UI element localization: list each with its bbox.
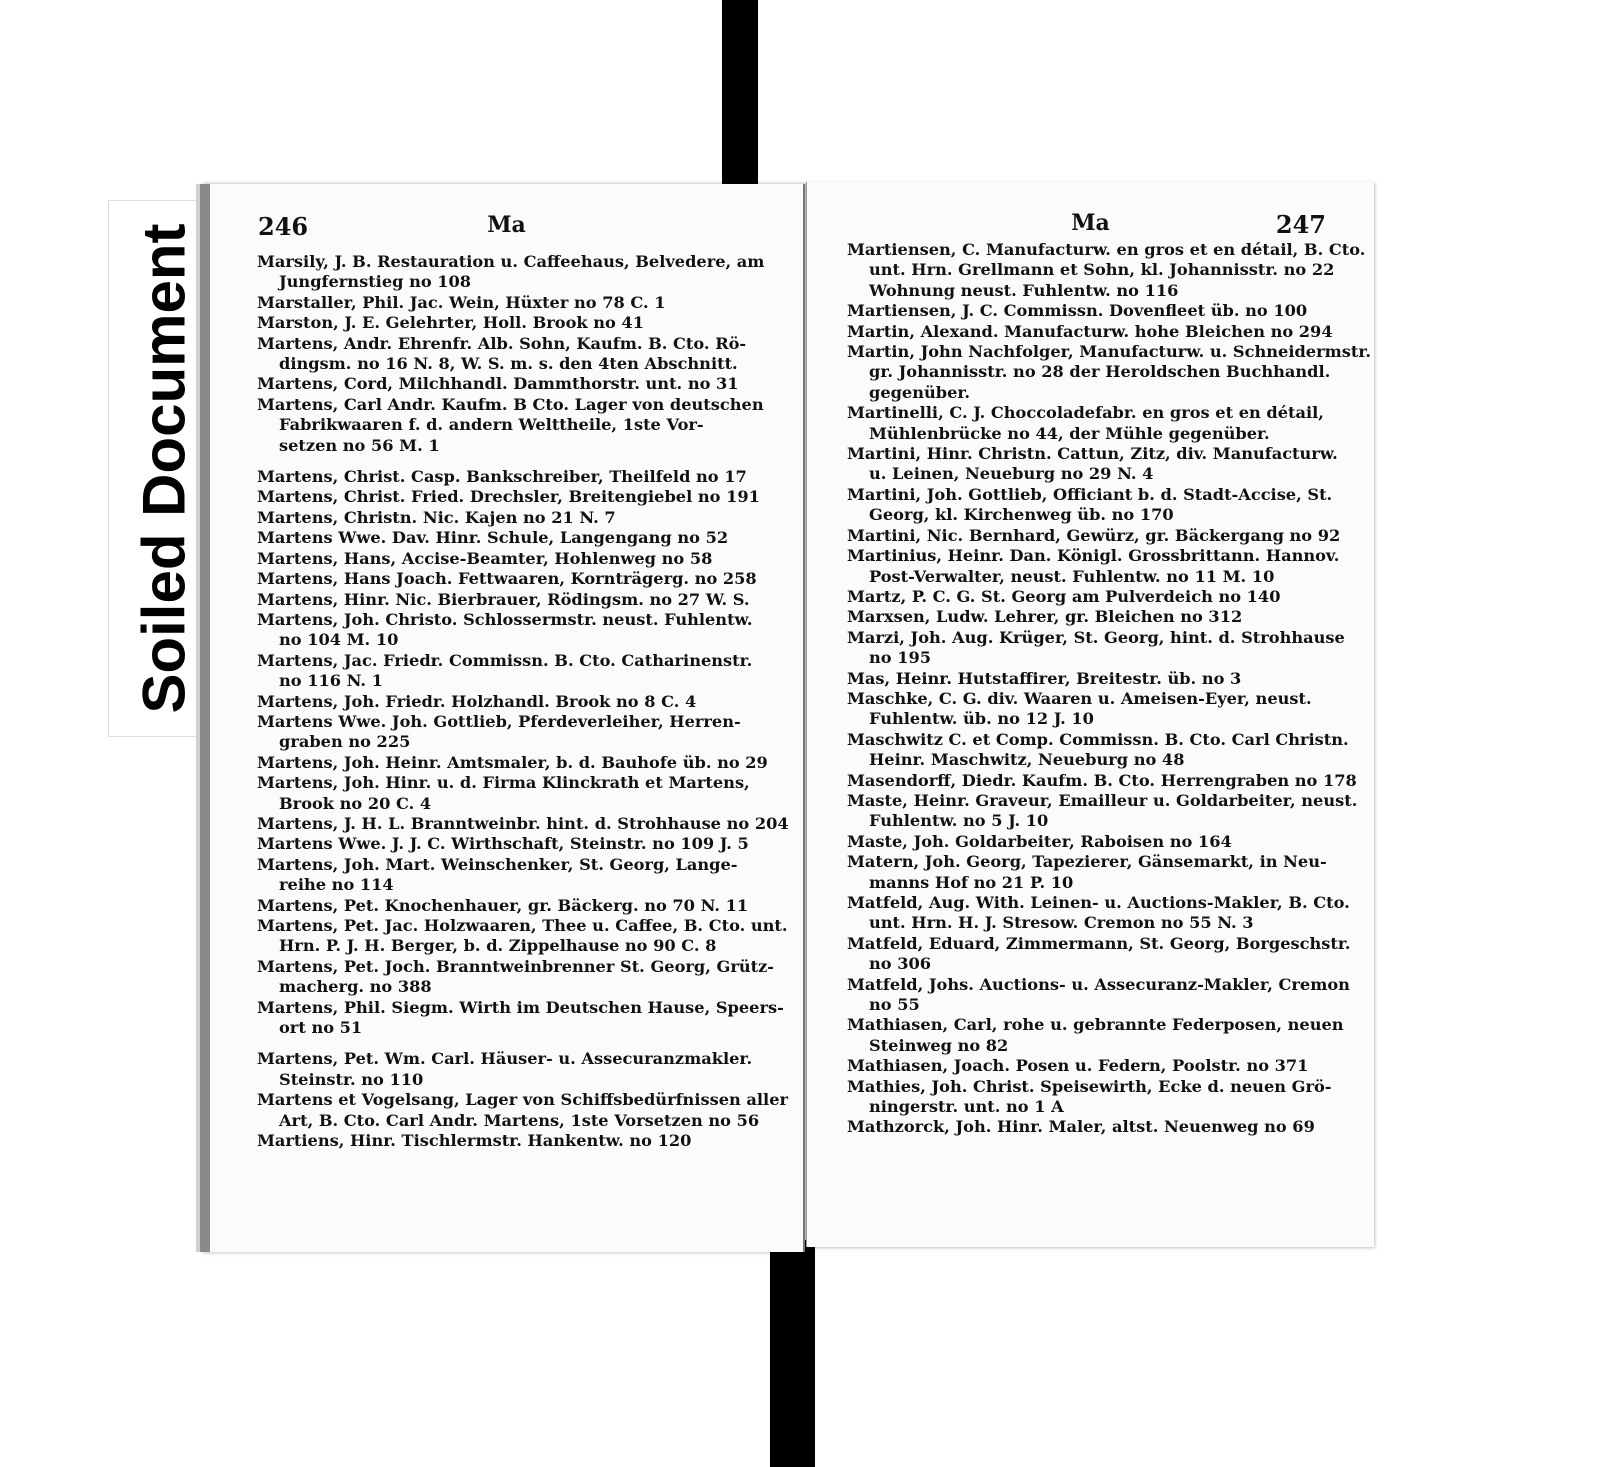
entry-continuation-line: ort no 51 [279, 1018, 363, 1038]
entry-line: Martin, John Nachfolger, Manufacturw. u. Schneidermstr. [847, 342, 1372, 362]
entry-gap [257, 1038, 773, 1049]
directory-entry [847, 1056, 1338, 1076]
entry-line: Martens, Jac. Friedr. Commissn. B. Cto. Catharinenstr. [257, 650, 753, 670]
entry-continuation-line: no 306 [869, 954, 931, 974]
entry-line: Maschwitz C. et Comp. Commissn. B. Cto. Carl Christn. [847, 729, 1349, 749]
entry-continuation-line: Fuhlentw. üb. no 12 J. 10 [869, 709, 1094, 729]
right-page-number: 247 [1275, 210, 1326, 239]
entry-line: Martiensen, C. Manufacturw. en gros et en détail, B. Cto. [847, 240, 1366, 259]
entry-line: Martens, Hinr. Nic. Bierbrauer, Rödingsm. no 27 W. S. [257, 589, 750, 609]
directory-entry [257, 753, 773, 773]
left-page-running-title: Ma [487, 212, 526, 238]
directory-entry [847, 525, 1341, 546]
directory-entry [847, 1015, 1344, 1056]
entry-line: Martinius, Heinr. Dan. Königl. Grossbrittann. Hannov. [847, 546, 1340, 566]
directory-entry [257, 957, 773, 998]
directory-entry [257, 712, 773, 753]
entry-line: Marston, J. E. Gelehrter, Holl. Brook no 41 [257, 313, 644, 333]
entry-line: Martinelli, C. J. Choccoladefabr. en gros et en détail, [847, 403, 1324, 423]
entry-continuation-line: u. Leinen, Neueburg no 29 N. 4 [869, 464, 1154, 484]
entry-line: Martens, Phil. Siegm. Wirth im Deutschen Hause, Speers- [257, 997, 784, 1017]
entry-line: Matern, Joh. Georg, Tapezierer, Gänsemarkt, in Neu- [847, 852, 1327, 872]
directory-entry [847, 1117, 1338, 1137]
directory-entry [847, 893, 1350, 934]
directory-entry [847, 770, 1357, 791]
directory-entry [257, 1090, 789, 1131]
entry-continuation-line: unt. Hrn. H. J. Stresow. Cremon no 55 N. 3 [869, 913, 1254, 933]
entry-continuation-line: Steinweg no 82 [869, 1035, 1009, 1055]
directory-entry [257, 313, 773, 333]
directory-entry [847, 832, 1338, 852]
directory-entry [847, 485, 1338, 526]
entry-line: Martens, Cord, Milchhandl. Dammthorstr. unt. no 31 [257, 374, 739, 394]
directory-entry [257, 528, 773, 548]
entry-gap [257, 456, 773, 467]
directory-entry [257, 395, 773, 456]
entry-line: Masendorff, Diedr. Kaufm. B. Cto. Herrengraben no 178 [847, 770, 1357, 790]
directory-entry [847, 607, 1338, 627]
entry-line: Maste, Joh. Goldarbeiter, Raboisen no 164 [847, 831, 1232, 851]
directory-entry [847, 322, 1338, 342]
directory-entry [847, 974, 1350, 1016]
directory-entry [847, 301, 1338, 321]
entry-line: Marstaller, Phil. Jac. Wein, Hüxter no 78 C. 1 [257, 292, 666, 312]
entry-line: Martens, Pet. Joch. Branntweinbrenner St. Georg, Grütz- [257, 956, 775, 976]
entry-line: Martens, Carl Andr. Kaufm. B Cto. Lager von deutschen [257, 394, 764, 414]
entry-continuation-line: Hrn. P. J. H. Berger, b. d. Zippelhause no 90 C. 8 [279, 936, 717, 956]
entry-continuation-line: Fuhlentw. no 5 J. 10 [869, 811, 1049, 831]
directory-entry [257, 855, 773, 896]
right-page-entries [847, 240, 1372, 1138]
directory-entry [257, 374, 773, 394]
entry-continuation-line: gegenüber. [869, 382, 971, 402]
entry-line: Marsily, J. B. Restauration u. Caffeehaus, Belvedere, am [257, 252, 765, 271]
directory-entry [257, 1131, 773, 1151]
entry-line: Martens, Andr. Ehrenfr. Alb. Sohn, Kaufm. B. Cto. Rö- [257, 333, 747, 353]
entry-line: Mathies, Joh. Christ. Speisewirth, Ecke d. neuen Grö- [847, 1076, 1332, 1096]
directory-entry [257, 997, 784, 1039]
entry-continuation-line: manns Hof no 21 P. 10 [869, 872, 1074, 892]
entry-line: Maschke, C. G. div. Waaren u. Ameisen-Eyer, neust. [847, 688, 1312, 708]
entry-line: Martens, Hans Joach. Fettwaaren, Kornträgerg. no 258 [257, 569, 757, 589]
entry-continuation-line: setzen no 56 M. 1 [279, 435, 440, 455]
entry-line: Martens, Hans, Accise-Beamter, Hohlenweg no 58 [257, 548, 713, 568]
entry-line: Martens, Joh. Heinr. Amtsmaler, b. d. Bauhofe üb. no 29 [257, 752, 768, 772]
entry-continuation-line: no 195 [869, 648, 931, 668]
directory-entry [257, 467, 773, 487]
entry-line: Mathiasen, Carl, rohe u. gebrannte Federposen, neuen [847, 1015, 1344, 1035]
directory-entry [257, 549, 773, 569]
directory-entry [257, 293, 773, 313]
entry-continuation-line: Steinstr. no 110 [279, 1069, 424, 1089]
entry-continuation-line: no 116 N. 1 [279, 671, 383, 691]
entry-continuation-line: no 104 M. 10 [279, 630, 399, 650]
entry-line: Martiens, Hinr. Tischlermstr. Hankentw. no 120 [257, 1131, 692, 1151]
directory-entry [847, 342, 1372, 403]
entry-line: Martin, Alexand. Manufacturw. hohe Bleichen no 294 [847, 321, 1333, 341]
entry-continuation-line: dingsm. no 16 N. 8, W. S. m. s. den 4ten Abschnitt. [279, 354, 738, 374]
entry-line: Mathiasen, Joach. Posen u. Federn, Poolstr. no 371 [847, 1056, 1309, 1076]
directory-entry [257, 916, 788, 957]
directory-entry [847, 627, 1345, 669]
entry-continuation-line: unt. Hrn. Grellmann et Sohn, kl. Johannisstr. no 22 [869, 260, 1335, 280]
directory-entry [847, 587, 1338, 607]
entry-continuation-line: Jungfernstieg no 108 [279, 272, 472, 292]
entry-line: Martiensen, J. C. Commissn. Dovenfleet üb. no 100 [847, 301, 1308, 321]
directory-entry [847, 444, 1338, 485]
entry-line: Mas, Heinr. Hutstaffirer, Breitestr. üb. no 3 [847, 668, 1242, 688]
directory-entry [257, 813, 789, 834]
directory-entry [257, 896, 773, 916]
entry-line: Martz, P. C. G. St. Georg am Pulverdeich no 140 [847, 586, 1281, 606]
stamp-text: Soiled Document [130, 223, 198, 714]
directory-entry [847, 403, 1338, 444]
entry-line: Martens, Pet. Wm. Carl. Häuser- u. Assecuranzmakler. [257, 1049, 753, 1069]
entry-line: Martens, J. H. L. Branntweinbr. hint. d. Strohhause no 204 [257, 813, 789, 833]
entry-line: Martens, Christ. Casp. Bankschreiber, Theilfeld no 17 [257, 467, 747, 487]
directory-entry [257, 569, 773, 589]
directory-entry [257, 834, 773, 854]
entry-line: Martini, Hinr. Christn. Cattun, Zitz, div. Manufacturw. [847, 444, 1338, 464]
entry-line: Mathzorck, Joh. Hinr. Maler, altst. Neuenweg no 69 [847, 1117, 1315, 1137]
entry-continuation-line: graben no 225 [279, 732, 411, 752]
microfilm-binding-strip-bottom [770, 1240, 815, 1467]
directory-entry [257, 773, 773, 814]
entry-line: Martini, Joh. Gottlieb, Officiant b. d. Stadt-Accise, St. [847, 484, 1333, 504]
directory-entry [257, 610, 773, 651]
directory-entry [847, 669, 1338, 689]
entry-line: Matfeld, Aug. With. Leinen- u. Auctions-Makler, B. Cto. [847, 893, 1350, 912]
directory-entry [847, 933, 1351, 975]
entry-continuation-line: ningerstr. unt. no 1 A [869, 1097, 1064, 1117]
entry-line: Martens, Joh. Hinr. u. d. Firma Klinckrath et Martens, [257, 773, 750, 793]
entry-line: Marzi, Joh. Aug. Krüger, St. Georg, hint. d. Strohhause [847, 627, 1345, 647]
directory-entry [257, 252, 773, 293]
directory-entry [257, 651, 773, 692]
entry-line: Martens, Joh. Christo. Schlossermstr. neust. Fuhlentw. [257, 609, 753, 629]
entry-line: Martens, Joh. Mart. Weinschenker, St. Georg, Lange- [257, 854, 738, 874]
entry-line: Martens, Pet. Knochenhauer, gr. Bäckerg. no 70 N. 11 [257, 895, 749, 915]
directory-entry [257, 692, 773, 712]
entry-continuation-line: Mühlenbrücke no 44, der Mühle gegenüber. [869, 423, 1270, 443]
directory-entry [847, 689, 1338, 730]
entry-line: Martens Wwe. J. J. C. Wirthschaft, Steinstr. no 109 J. 5 [257, 834, 749, 854]
entry-line: Martens Wwe. Joh. Gottlieb, Pferdeverleiher, Herren- [257, 711, 741, 731]
entry-line: Martens et Vogelsang, Lager von Schiffsbedürfnissen aller [257, 1090, 789, 1110]
directory-entry [257, 508, 773, 528]
entry-continuation-line: Brook no 20 C. 4 [279, 793, 432, 813]
entry-line: Martens, Christn. Nic. Kajen no 21 N. 7 [257, 507, 616, 527]
entry-continuation-line: reihe no 114 [279, 875, 394, 895]
entry-line: Martens, Christ. Fried. Drechsler, Breitengiebel no 191 [257, 487, 760, 507]
right-page-running-title: Ma [1071, 210, 1110, 236]
entry-continuation-line: gr. Johannisstr. no 28 der Heroldschen Buchhandl. [869, 362, 1331, 382]
entry-line: Martens Wwe. Dav. Hinr. Schule, Langengang no 52 [257, 528, 729, 548]
directory-entry [257, 487, 773, 507]
entry-line: Martini, Nic. Bernhard, Gewürz, gr. Bäckergang no 92 [847, 525, 1341, 545]
entry-line: Marxsen, Ludw. Lehrer, gr. Bleichen no 312 [847, 607, 1243, 627]
directory-entry [847, 790, 1358, 832]
entry-continuation-line: Wohnung neust. Fuhlentw. no 116 [869, 280, 1179, 300]
entry-continuation-line: Georg, kl. Kirchenweg üb. no 170 [869, 505, 1174, 525]
entry-continuation-line: Art, B. Cto. Carl Andr. Martens, 1ste Vorsetzen no 56 [279, 1110, 760, 1130]
entry-line: Martens, Joh. Friedr. Holzhandl. Brook no 8 C. 4 [257, 691, 697, 711]
entry-continuation-line: Fabrikwaaren f. d. andern Welttheile, 1ste Vor- [279, 415, 704, 435]
entry-line: Martens, Pet. Jac. Holzwaaren, Thee u. Caffee, B. Cto. unt. [257, 916, 788, 935]
directory-entry [847, 729, 1349, 771]
directory-entry [847, 1077, 1338, 1118]
entry-line: Maste, Heinr. Graveur, Emailleur u. Goldarbeiter, neust. [847, 790, 1358, 810]
entry-continuation-line: Post-Verwalter, neust. Fuhlentw. no 11 M. 10 [869, 566, 1275, 586]
directory-entry [257, 334, 773, 375]
directory-entry [847, 546, 1338, 587]
directory-entry [257, 1049, 773, 1090]
entry-continuation-line: macherg. no 388 [279, 977, 432, 997]
directory-entry [257, 590, 773, 610]
left-page [200, 184, 805, 1252]
left-page-number: 246 [258, 212, 309, 241]
right-page [806, 182, 1374, 1247]
directory-entry [847, 240, 1366, 301]
entry-continuation-line: Heinr. Maschwitz, Neueburg no 48 [869, 750, 1185, 770]
left-page-entries [257, 252, 789, 1151]
entry-line: Matfeld, Johs. Auctions- u. Assecuranz-Makler, Cremon [847, 974, 1350, 994]
entry-continuation-line: no 55 [869, 995, 920, 1015]
directory-entry [847, 852, 1338, 893]
entry-line: Matfeld, Eduard, Zimmermann, St. Georg, Borgeschstr. [847, 933, 1351, 953]
left-page-header [210, 212, 803, 252]
